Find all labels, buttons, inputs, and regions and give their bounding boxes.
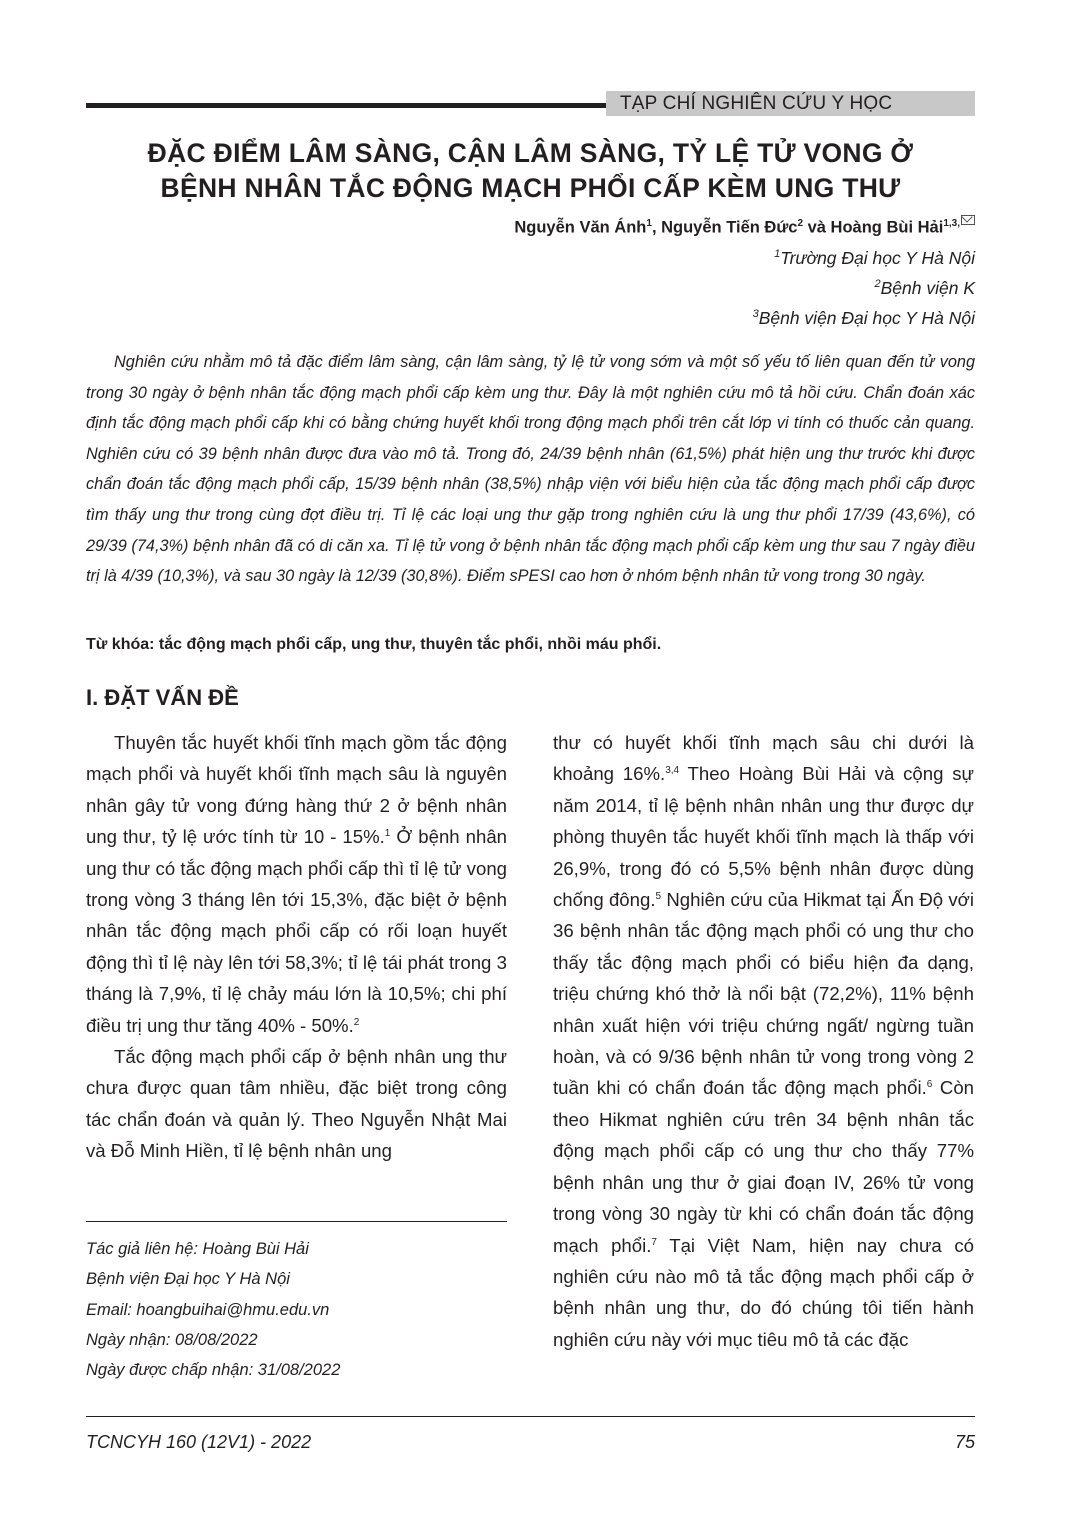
- right-column: [553, 727, 974, 1355]
- paragraph-1: [86, 727, 507, 1041]
- paragraph-3-text: Nghiên cứu của Hikmat tại Ấn Độ với 36 bệnh nhân tắc động mạch phổi có ung thư cho thấy tắc động mạch phổi có biểu hiện đa dạng, triệu chứng khó thở là nổi bật (72,2%), 11% bệnh nhân xuất hiện với triệu chứng ngất/ ngừng tuần hoàn, và có 9/36 bệnh nhân tử vong trong vòng 2 tuần khi có chẩn đoán tắc động mạch phổi.: [553, 889, 974, 1099]
- title-line-2: BỆNH NHÂN TẮC ĐỘNG MẠCH PHỔI CẤP KÈM UNG THƯ: [160, 173, 901, 203]
- affiliation-2-name: Bệnh viện K: [880, 277, 975, 298]
- author-2-affil: 2: [797, 218, 804, 229]
- journal-header: TẠP CHÍ NGHIÊN CỨU Y HỌC: [606, 91, 975, 116]
- citation-ref: 1: [384, 828, 391, 840]
- paragraph-2: Tắc động mạch phổi cấp ở bệnh nhân ung thư chưa được quan tâm nhiều, đặc biệt trong công tác chẩn đoán và quản lý. Theo Nguyễn Nhật Mai và Đỗ Minh Hiền, tỉ lệ bệnh nhân ung: [86, 1046, 507, 1162]
- footer-rule: [86, 1416, 975, 1417]
- citation-ref: 2: [353, 1016, 360, 1028]
- footnote-received: Ngày nhận: 08/08/2022: [86, 1331, 258, 1349]
- author-list: [514, 213, 975, 239]
- author-1-affil: 1: [646, 218, 652, 229]
- section-heading: I. ĐẶT VẤN ĐỀ: [86, 685, 239, 710]
- footnote-rule: [86, 1221, 507, 1222]
- paragraph-3-text: Còn theo Hikmat nghiên cứu trên 34 bệnh nhân tắc động mạch phổi cấp có ung thư cho thấy 77% bệnh nhân ung thư ở giai đoạn IV, 26% tử vong trong vòng 30 ngày từ khi có chẩn đoán tắc động mạch phổi.: [553, 1077, 975, 1256]
- page-number: 75: [954, 1432, 975, 1452]
- article-title: [86, 136, 975, 206]
- affiliation-3-number: 3: [752, 308, 759, 320]
- paragraph-1-text: Thuyên tắc huyết khối tĩnh mạch gồm tắc động mạch phổi và huyết khối tĩnh mạch sâu là nguyên nhân gây tử vong đứng hàng thứ 2 ở bệnh nhân ung thư, tỷ lệ ước tính từ 10 - 15%.: [86, 732, 507, 848]
- affiliation-1: [774, 243, 975, 269]
- author-separator: và: [803, 218, 831, 237]
- envelope-icon: [961, 215, 975, 225]
- author-2: Nguyễn Tiến Đức: [661, 218, 798, 237]
- keywords: Từ khóa: tắc động mạch phổi cấp, ung thư, thuyên tắc phổi, nhồi máu phổi.: [86, 636, 662, 653]
- citation-ref: 6: [926, 1079, 933, 1091]
- affiliation-1-number: 1: [774, 248, 781, 260]
- paragraph-3: [553, 727, 974, 1355]
- affiliation-3: [753, 303, 975, 329]
- citation-ref: 7: [651, 1236, 657, 1248]
- header-rule: [86, 103, 608, 108]
- left-column: [86, 727, 507, 1167]
- footnote-email: Email: hoangbuihai@hmu.edu.vn: [86, 1301, 330, 1319]
- author-3: Hoàng Bùi Hải: [830, 218, 944, 237]
- footnote-institution: Bệnh viện Đại học Y Hà Nội: [86, 1270, 290, 1288]
- citation-ref: 3,4: [665, 765, 680, 777]
- affiliation-1-name: Trường Đại học Y Hà Nội: [780, 247, 975, 268]
- affiliation-2: [875, 273, 976, 299]
- paragraph-3-text: thư có huyết khối tĩnh mạch sâu chi dưới là khoảng 16%.: [553, 732, 974, 785]
- author-1: Nguyễn Văn Ánh: [514, 218, 647, 237]
- title-line-1: ĐẶC ĐIỂM LÂM SÀNG, CẬN LÂM SÀNG, TỶ LỆ TỬ VONG Ở: [147, 138, 914, 168]
- affiliation-2-number: 2: [874, 278, 881, 290]
- footer-journal-issue: TCNCYH 160 (12V1) - 2022: [86, 1432, 312, 1452]
- footnote-accepted: Ngày được chấp nhận: 31/08/2022: [86, 1361, 341, 1379]
- citation-ref: 5: [655, 890, 662, 902]
- paragraph-1-text-cont: Ở bệnh nhân ung thư có tắc động mạch phổi cấp thì tỉ lệ tử vong trong vòng 3 tháng lên tới 15,3%, đặc biệt ở bệnh nhân tắc động mạch phổi cấp có rối loạn huyết động thì tỉ lệ này lên tới 58,3%; tỉ lệ tái phát trong 3 tháng là 7,9%, tỉ lệ chảy máu lớn là 10,5%; chi phí điều trị ung thư tăng 40% - 50%.: [86, 826, 507, 1036]
- abstract: Nghiên cứu nhằm mô tả đặc điểm lâm sàng, cận lâm sàng, tỷ lệ tử vong sớm và một số yếu tố liên quan đến tử vong trong 30 ngày ở bệnh nhân tắc động mạch phổi cấp kèm ung thư. Đây là một nghiên cứu mô tả hồi cứu. Chẩn đoán xác định tắc động mạch phổi cấp khi có bằng chứng huyết khối trong động mạch phổi trên cắt lớp vi tính có thuốc cản quang. Nghiên cứu có 39 bệnh nhân được đưa vào mô tả. Trong đó, 24/39 bệnh nhân (61,5%) phát hiện ung thư trước khi được chẩn đoán tắc động mạch phổi cấp, 15/39 bệnh nhân (38,5%) nhập viện với biểu hiện của tắc động mạch phổi cấp được tìm thấy ung thư trong cùng đợt điều trị. Tỉ lệ các loại ung thư gặp trong nghiên cứu là ung thư phổi 17/39 (43,6%), có 29/39 (74,3%) bệnh nhân đã có di căn xa. Tỉ lệ tử vong ở bệnh nhân tắc động mạch phổi cấp kèm ung thư sau 7 ngày điều trị là 4/39 (10,3%), và sau 30 ngày là 12/39 (30,8%). Điểm sPESI cao hơn ở nhóm bệnh nhân tử vong trong 30 ngày.: [86, 353, 975, 586]
- author-3-affil: 1,3,: [943, 218, 960, 229]
- footnote-corresponding: Tác giả liên hệ: Hoàng Bùi Hải: [86, 1240, 309, 1258]
- paragraph-3-text: Theo Hoàng Bùi Hải và cộng sự năm 2014, tỉ lệ bệnh nhân nhân ung thư được dự phòng thuyên tắc huyết khối tĩnh mạch là thấp với 26,9%, trong đó có 5,5% bệnh nhân được dùng chống đông.: [553, 763, 974, 911]
- paragraph-3-text: Tại Việt Nam, hiện nay chưa có nghiên cứu nào mô tả tắc động mạch phổi cấp ở bệnh nhân ung thư, do đó chúng tôi tiến hành nghiên cứu này với mục tiêu mô tả các đặc: [553, 1234, 974, 1350]
- affiliation-3-name: Bệnh viện Đại học Y Hà Nội: [758, 307, 975, 328]
- author-separator: ,: [651, 218, 662, 237]
